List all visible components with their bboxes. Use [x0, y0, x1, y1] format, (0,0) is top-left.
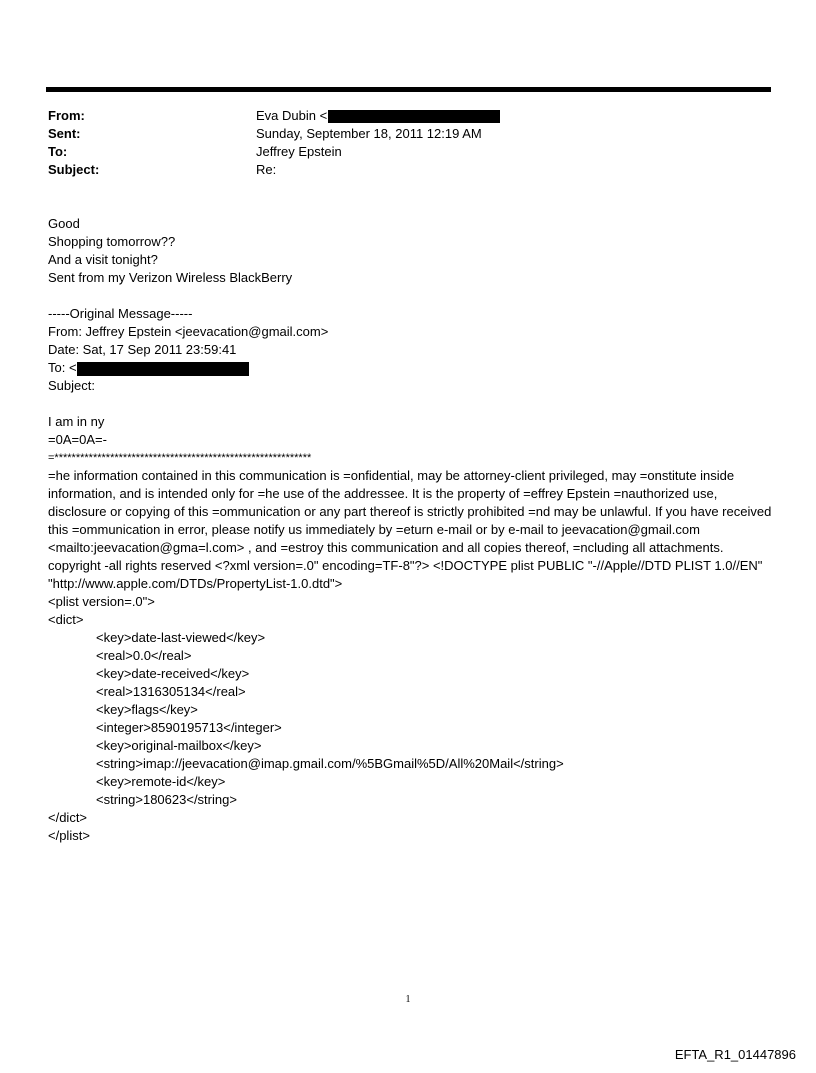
from-label: From: [48, 108, 85, 123]
original-to [48, 359, 773, 377]
sent-label: Sent: [48, 126, 81, 141]
message-line: I am in ny [48, 414, 105, 429]
to-value: Jeffrey Epstein [256, 144, 342, 159]
plist-entry: <real>1316305134</real> [96, 684, 246, 699]
from-value [256, 107, 500, 125]
plist-entry: <string>180623</string> [96, 792, 237, 807]
original-to-prefix: To: < [48, 360, 77, 375]
original-subject: Subject: [48, 378, 95, 393]
reply-line: Good [48, 216, 80, 231]
redaction-block [77, 362, 249, 376]
email-header [48, 107, 500, 179]
page-number: 1 [405, 994, 411, 1005]
plist-entry: <key>original-mailbox</key> [96, 738, 262, 753]
to-row [48, 143, 500, 161]
original-from: From: Jeffrey Epstein <jeevacation@gmail.com> [48, 324, 329, 339]
plist-entry: <key>date-last-viewed</key> [96, 630, 266, 645]
subject-value: Re: [256, 162, 277, 177]
dict-open: <dict> [48, 612, 84, 627]
redaction-block [328, 110, 500, 123]
plist-entry: <key>remote-id</key> [96, 774, 226, 789]
header-rule [46, 87, 771, 92]
bates-number: EFTA_R1_01447896 [674, 1047, 796, 1062]
plist-entry: <real>0.0</real> [96, 648, 192, 663]
plist-entry: <string>imap://jeevacation@imap.gmail.com/%5BGmail%5D/All%20Mail</string> [96, 756, 564, 771]
plist-entry: <integer>8590195713</integer> [96, 720, 282, 735]
disclaimer-text: =he information contained in this communication is =onfidential, may be attorney-client privileged, may =onstitute inside information, and is intended only for =he use of the addressee. It is the property of =effrey Epstein =nauthorized use, disclosure or copying of this =ommunication or any part thereof is strictly prohibited =nd may be unlawful. If you have received this =ommunication in error, please notify us immediately by =eturn e-mail or by e-mail to jeevacation@gmail.com <mailto:jeevacation@gma=l.com> , and =estroy this communication and all copies thereof, =ncluding all attachments. copyright -all rights reserved <?xml version=.0" encoding=TF-8"?> <!DOCTYPE plist PUBLIC "-//Apple//DTD PLIST 1.0//EN" "http://www.apple.com/DTDs/PropertyList-1.0.dtd"> [48, 468, 772, 591]
plist-entry: <key>flags</key> [96, 702, 198, 717]
plist-close: </plist> [48, 828, 90, 843]
plist-open: <plist version=.0"> [48, 594, 155, 609]
to-label: To: [48, 144, 68, 159]
from-row [48, 107, 500, 125]
reply-line: Sent from my Verizon Wireless BlackBerry [48, 270, 293, 285]
email-body [48, 215, 773, 845]
message-line: =0A=0A=- [48, 432, 107, 447]
dict-close: </dict> [48, 810, 88, 825]
reply-line: Shopping tomorrow?? [48, 234, 176, 249]
original-date: Date: Sat, 17 Sep 2011 23:59:41 [48, 342, 237, 357]
sent-value: Sunday, September 18, 2011 12:19 AM [256, 126, 482, 141]
from-name: Eva Dubin < [256, 108, 328, 123]
separator-stars: =************************************************************ [48, 452, 312, 464]
original-divider: -----Original Message----- [48, 306, 193, 321]
plist-entry: <key>date-received</key> [96, 666, 250, 681]
subject-label: Subject: [48, 162, 100, 177]
reply-line: And a visit tonight? [48, 252, 158, 267]
subject-row [48, 161, 500, 179]
sent-row [48, 125, 500, 143]
